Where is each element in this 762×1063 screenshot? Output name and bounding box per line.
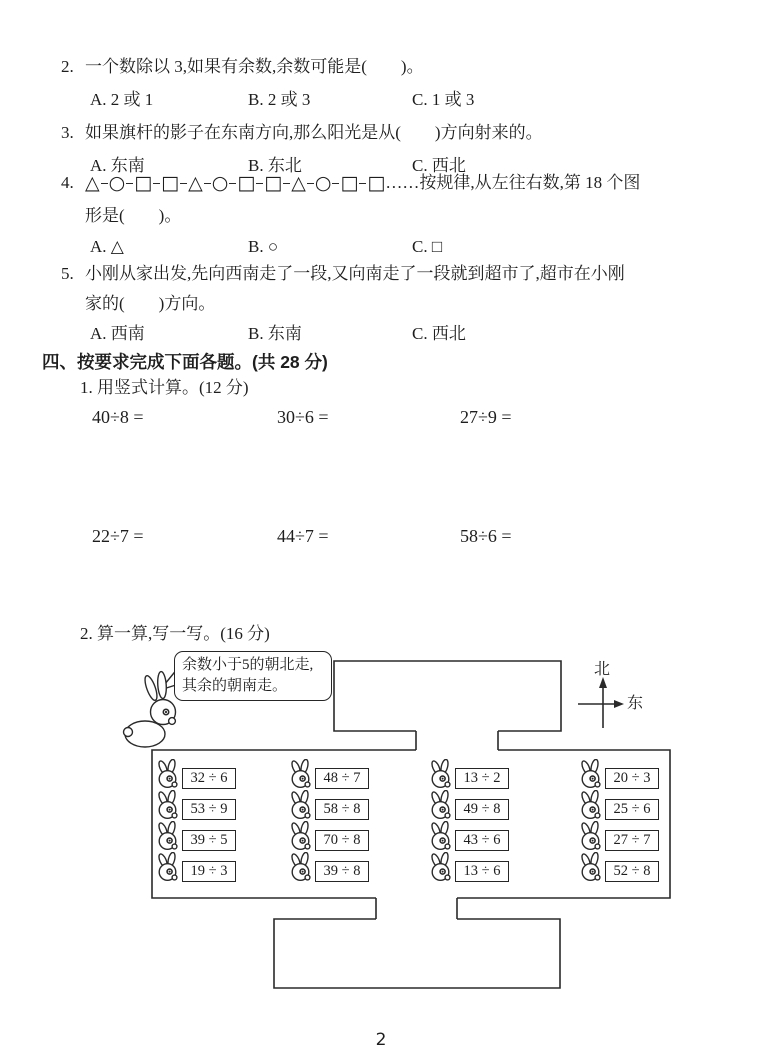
shape-connector xyxy=(153,183,160,184)
sequence-shape: □ xyxy=(340,172,359,194)
question-4-options xyxy=(90,237,442,257)
question-2-options xyxy=(90,90,474,110)
rabbit-icon xyxy=(578,852,604,882)
sequence-shape: □ xyxy=(367,172,386,194)
expression-item xyxy=(455,830,509,851)
question-2-number: 2. xyxy=(61,57,74,76)
compass-icon xyxy=(578,677,624,728)
sequence-shape: □ xyxy=(237,172,256,194)
expression-item xyxy=(315,861,369,882)
expression-box: 39 ÷ 8 xyxy=(315,861,369,882)
expression-item xyxy=(315,830,369,851)
question-5-text: 小刚从家出发,先向西南走了一段,又向南走了一段就到超市了,超市在小刚 xyxy=(85,264,625,283)
south-answer-box xyxy=(274,919,560,988)
speech-bubble-line2: 其余的朝南走。 xyxy=(182,678,288,694)
expression-box: 32 ÷ 6 xyxy=(182,768,236,789)
section-4-item-2-label: 2. 算一算,写一写。(16 分) xyxy=(80,624,270,643)
option-c: C. 西北 xyxy=(412,156,466,175)
question-2 xyxy=(61,57,424,77)
expression-item xyxy=(605,799,659,820)
question-4 xyxy=(61,172,640,194)
shape-connector xyxy=(180,183,187,184)
division-problem: 44÷7 = xyxy=(277,526,329,546)
compass-north-label: 北 xyxy=(594,661,611,678)
question-5-options xyxy=(90,324,466,344)
shape-connector xyxy=(126,183,133,184)
sequence-shape: □ xyxy=(134,172,153,194)
expression-box: 53 ÷ 9 xyxy=(182,799,236,820)
rabbit-icon xyxy=(288,821,314,851)
rabbit-icon xyxy=(578,759,604,789)
rabbit-icon xyxy=(578,790,604,820)
division-row-1 xyxy=(92,407,512,427)
sequence-shape: △ xyxy=(188,172,203,194)
division-row-2 xyxy=(92,526,512,546)
expression-item xyxy=(182,799,236,820)
rabbit-icon xyxy=(428,790,454,820)
expression-box: 20 ÷ 3 xyxy=(605,768,659,789)
rabbit-icon xyxy=(155,852,181,882)
rabbit-icon xyxy=(428,852,454,882)
expression-box: 49 ÷ 8 xyxy=(455,799,509,820)
question-5-text-line2: 家的( )方向。 xyxy=(85,294,216,313)
question-5 xyxy=(61,264,625,284)
option-b: B. 东北 xyxy=(248,156,302,175)
expression-box: 13 ÷ 2 xyxy=(455,768,509,789)
expression-item xyxy=(182,830,236,851)
question-4-text: ……按规律,从左往右数,第 18 个图 xyxy=(385,173,641,192)
shape-connector xyxy=(101,183,108,184)
rabbit-icon xyxy=(428,821,454,851)
expression-box: 43 ÷ 6 xyxy=(455,830,509,851)
sorting-map-outline xyxy=(0,640,762,1005)
option-a: A. 西南 xyxy=(90,324,145,343)
expression-box: 48 ÷ 7 xyxy=(315,768,369,789)
shape-connector xyxy=(359,183,366,184)
question-5-number: 5. xyxy=(61,264,74,283)
shape-connector xyxy=(229,183,236,184)
option-a: A. 东南 xyxy=(90,156,145,175)
rabbit-icon xyxy=(428,759,454,789)
expression-box: 52 ÷ 8 xyxy=(605,861,659,882)
sequence-shape: □ xyxy=(161,172,180,194)
rabbit-icon xyxy=(155,821,181,851)
division-problem: 27÷9 = xyxy=(460,407,512,427)
question-4-number: 4. xyxy=(61,173,74,192)
expression-item xyxy=(455,768,509,789)
shape-connector xyxy=(307,183,314,184)
option-b: B. 2 或 3 xyxy=(248,90,311,109)
expression-box: 27 ÷ 7 xyxy=(605,830,659,851)
rabbit-icon xyxy=(155,790,181,820)
expression-box: 25 ÷ 6 xyxy=(605,799,659,820)
option-a: A. 2 或 1 xyxy=(90,90,154,109)
expression-item xyxy=(315,799,369,820)
expression-item xyxy=(182,768,236,789)
division-problem: 40÷8 = xyxy=(92,407,144,427)
sequence-shape: ○ xyxy=(108,172,126,194)
expression-item xyxy=(455,799,509,820)
expression-box: 39 ÷ 5 xyxy=(182,830,236,851)
rabbit-icon xyxy=(578,821,604,851)
shape-connector xyxy=(283,183,290,184)
division-problem: 22÷7 = xyxy=(92,526,144,546)
option-b: B. ○ xyxy=(248,237,279,256)
question-3-number: 3. xyxy=(61,123,74,142)
question-3 xyxy=(61,123,543,143)
sequence-shape: □ xyxy=(264,172,283,194)
expression-item xyxy=(182,861,236,882)
speech-bubble xyxy=(174,651,332,701)
option-c: C. 西北 xyxy=(412,324,466,343)
expression-box: 58 ÷ 8 xyxy=(315,799,369,820)
question-3-text: 如果旗杆的影子在东南方向,那么阳光是从( )方向射来的。 xyxy=(85,123,543,142)
rabbit-icon xyxy=(155,759,181,789)
north-corridor xyxy=(416,731,498,750)
question-2-text: 一个数除以 3,如果有余数,余数可能是( )。 xyxy=(85,57,424,76)
rabbit-icon xyxy=(288,852,314,882)
question-4-text-line2: 形是( )。 xyxy=(85,206,182,225)
shape-connector xyxy=(204,183,211,184)
shape-connector xyxy=(256,183,263,184)
sorting-map-diagram xyxy=(0,640,762,1005)
option-c: C. □ xyxy=(412,237,443,256)
compass-east-label: 东 xyxy=(627,695,644,712)
division-problem: 58÷6 = xyxy=(460,526,512,546)
expression-box: 19 ÷ 3 xyxy=(182,861,236,882)
expression-item xyxy=(605,830,659,851)
rabbit-icon xyxy=(288,759,314,789)
south-corridor xyxy=(376,898,457,919)
option-c: C. 1 或 3 xyxy=(412,90,475,109)
division-problem: 30÷6 = xyxy=(277,407,329,427)
sequence-shape: ○ xyxy=(211,172,229,194)
section-4-item-1-label: 1. 用竖式计算。(12 分) xyxy=(80,378,249,397)
shape-connector xyxy=(332,183,339,184)
expression-item xyxy=(455,861,509,882)
page-number: 2 xyxy=(375,1030,387,1050)
expression-box: 70 ÷ 8 xyxy=(315,830,369,851)
sequence-shape: △ xyxy=(291,172,306,194)
north-answer-box xyxy=(334,661,561,731)
expression-box: 13 ÷ 6 xyxy=(455,861,509,882)
speech-bubble-line1: 余数小于5的朝北走, xyxy=(182,657,314,673)
rabbit-icon xyxy=(288,790,314,820)
expression-item xyxy=(315,768,369,789)
section-4-title: 四、按要求完成下面各题。(共 28 分) xyxy=(42,352,328,372)
expression-item xyxy=(605,861,659,882)
option-a: A. △ xyxy=(90,237,124,256)
expression-item xyxy=(605,768,659,789)
sequence-shape: ○ xyxy=(314,172,332,194)
sequence-shape: △ xyxy=(85,172,100,194)
option-b: B. 东南 xyxy=(248,324,302,343)
